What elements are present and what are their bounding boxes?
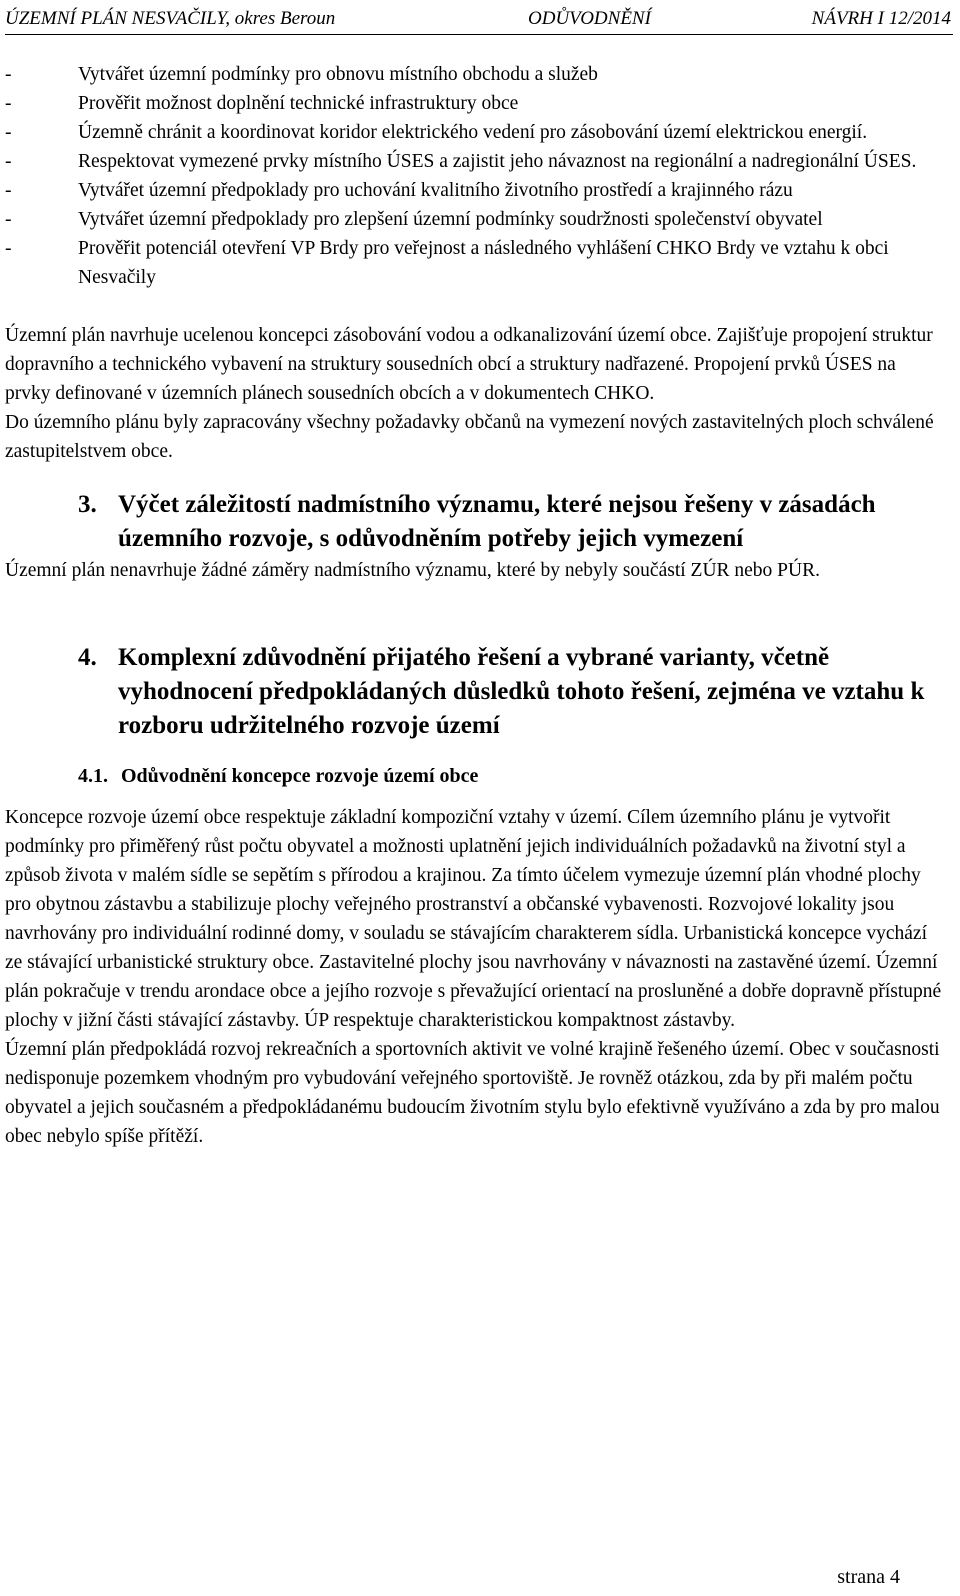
- section-3-heading: [5, 488, 945, 556]
- section-4-1-heading: [5, 761, 945, 791]
- spacer: [5, 791, 945, 803]
- section-4-heading: [5, 641, 945, 743]
- list-item: [5, 60, 945, 89]
- header-document-title: ÚZEMNÍ PLÁN NESVAČILY, okres Beroun: [5, 8, 336, 29]
- section-4-1-number: 4.1.: [78, 765, 108, 787]
- paragraph-recreation: Územní plán předpokládá rozvoj rekreačních a sportovních aktivit ve volné krajině řešeného území. Obec v současnosti nedisponuje pozemkem vhodným pro vybudování veřejného sportoviště. Je rovněž otázkou, zda by při malém počtu obyvatel a jejich současném a předpokládanému budoucím životním stylu bylo efektivně využíváno a zda by pro malou obec nebylo spíše přítěží.: [5, 1039, 940, 1147]
- list-item: [5, 89, 945, 118]
- header-section-name: ODŮVODNĚNÍ: [528, 8, 651, 29]
- spacer: [5, 585, 945, 641]
- list-dash: -: [5, 122, 12, 143]
- list-item-text: Vytvářet územní předpoklady pro uchování kvalitního životního prostředí a krajinného rázu: [78, 180, 793, 201]
- list-item: [5, 176, 945, 205]
- list-item: [5, 205, 945, 234]
- header-version: NÁVRH I 12/2014: [811, 8, 951, 29]
- paragraph-concept: Územní plán navrhuje ucelenou koncepci zásobování vodou a odkanalizování území obce. Zajišťuje propojení struktur dopravního a technického vybavení na struktury sousedních obcí a struktury nadřazené. Propojení prvků ÚSES na prvky definované v územních plánech sousedních obcích a v dokumentech CHKO.: [5, 325, 933, 404]
- page-number: strana 4: [837, 1566, 900, 1588]
- paragraph-requirements: Do územního plánu byly zapracovány všechny požadavky občanů na vymezení nových zastavitelných ploch schválené zastupitelstvem obce.: [5, 412, 934, 462]
- spacer: [5, 743, 945, 761]
- list-dash: -: [5, 209, 12, 230]
- list-item: [5, 147, 945, 176]
- section-4-1-title: Odůvodnění koncepce rozvoje území obce: [121, 765, 479, 787]
- goals-list: [5, 60, 945, 292]
- section-4-number: 4.: [78, 644, 97, 671]
- section-3-number: 3.: [78, 491, 97, 518]
- list-dash: -: [5, 238, 12, 259]
- section-3-text: Územní plán nenavrhuje žádné záměry nadmístního významu, které by nebyly součástí ZÚR nebo PÚR.: [5, 560, 820, 581]
- list-item: [5, 118, 945, 147]
- page-header: [5, 4, 953, 35]
- list-item-text: Vytvářet územní předpoklady pro zlepšení územní podmínky soudržnosti společenství obyvatel: [78, 209, 823, 230]
- list-item: [5, 234, 945, 292]
- spacer: [5, 466, 945, 488]
- list-dash: -: [5, 180, 12, 201]
- list-item-text: Respektovat vymezené prvky místního ÚSES a zajistit jeho návaznost na regionální a nadregionální ÚSES.: [78, 151, 917, 172]
- spacer: [5, 292, 945, 321]
- list-dash: -: [5, 64, 12, 85]
- paragraph-development-concept: Koncepce rozvoje území obce respektuje základní kompoziční vztahy v území. Cílem územního plánu je vytvořit podmínky pro přiměřený růst počtu obyvatel a možnosti uplatnění jejich individuálních požadavků na životní styl a způsob života v malém sídle se sepětím s přírodou a krajinou. Za tímto účelem vymezuje územní plán vhodné plochy pro obytnou zástavbu a stabilizuje plochy veřejného prostranství a občanské vybavenosti. Rozvojové lokality jsou navrhovány pro individuální rodinné domy, v souladu se stávajícím charakterem sídla. Urbanistická koncepce vychází ze stávající urbanistické struktury obce. Zastavitelné plochy jsou navrhovány v návaznosti na zastavěné území. Územní plán pokračuje v trendu arondace obce a jejího rozvoje s převažující orientací na prosluněné a dobře dopravně přístupné plochy v jižní části stávající zástavby. ÚP respektuje charakteristickou kompaktnost zástavby.: [5, 807, 942, 1031]
- list-dash: -: [5, 151, 12, 172]
- section-3-title: Výčet záležitostí nadmístního významu, které nejsou řešeny v zásadách územního rozvoje, s odůvodněním potřeby jejich vymezení: [118, 491, 876, 552]
- list-item-text: Vytvářet územní podmínky pro obnovu místního obchodu a služeb: [78, 64, 598, 85]
- list-item-text: Územně chránit a koordinovat koridor elektrického vedení pro zásobování území elektrickou energií.: [78, 122, 868, 143]
- list-item-text: Prověřit možnost doplnění technické infrastruktury obce: [78, 93, 519, 114]
- list-item-text: Prověřit potenciál otevření VP Brdy pro veřejnost a následného vyhlášení CHKO Brdy ve vztahu k obci Nesvačily: [78, 238, 889, 288]
- section-4-title: Komplexní zdůvodnění přijatého řešení a vybrané varianty, včetně vyhodnocení předpokládaných důsledků tohoto řešení, zejména ve vztahu k rozboru udržitelného rozvoje území: [118, 644, 925, 739]
- list-dash: -: [5, 93, 12, 114]
- page-body: [5, 60, 945, 1151]
